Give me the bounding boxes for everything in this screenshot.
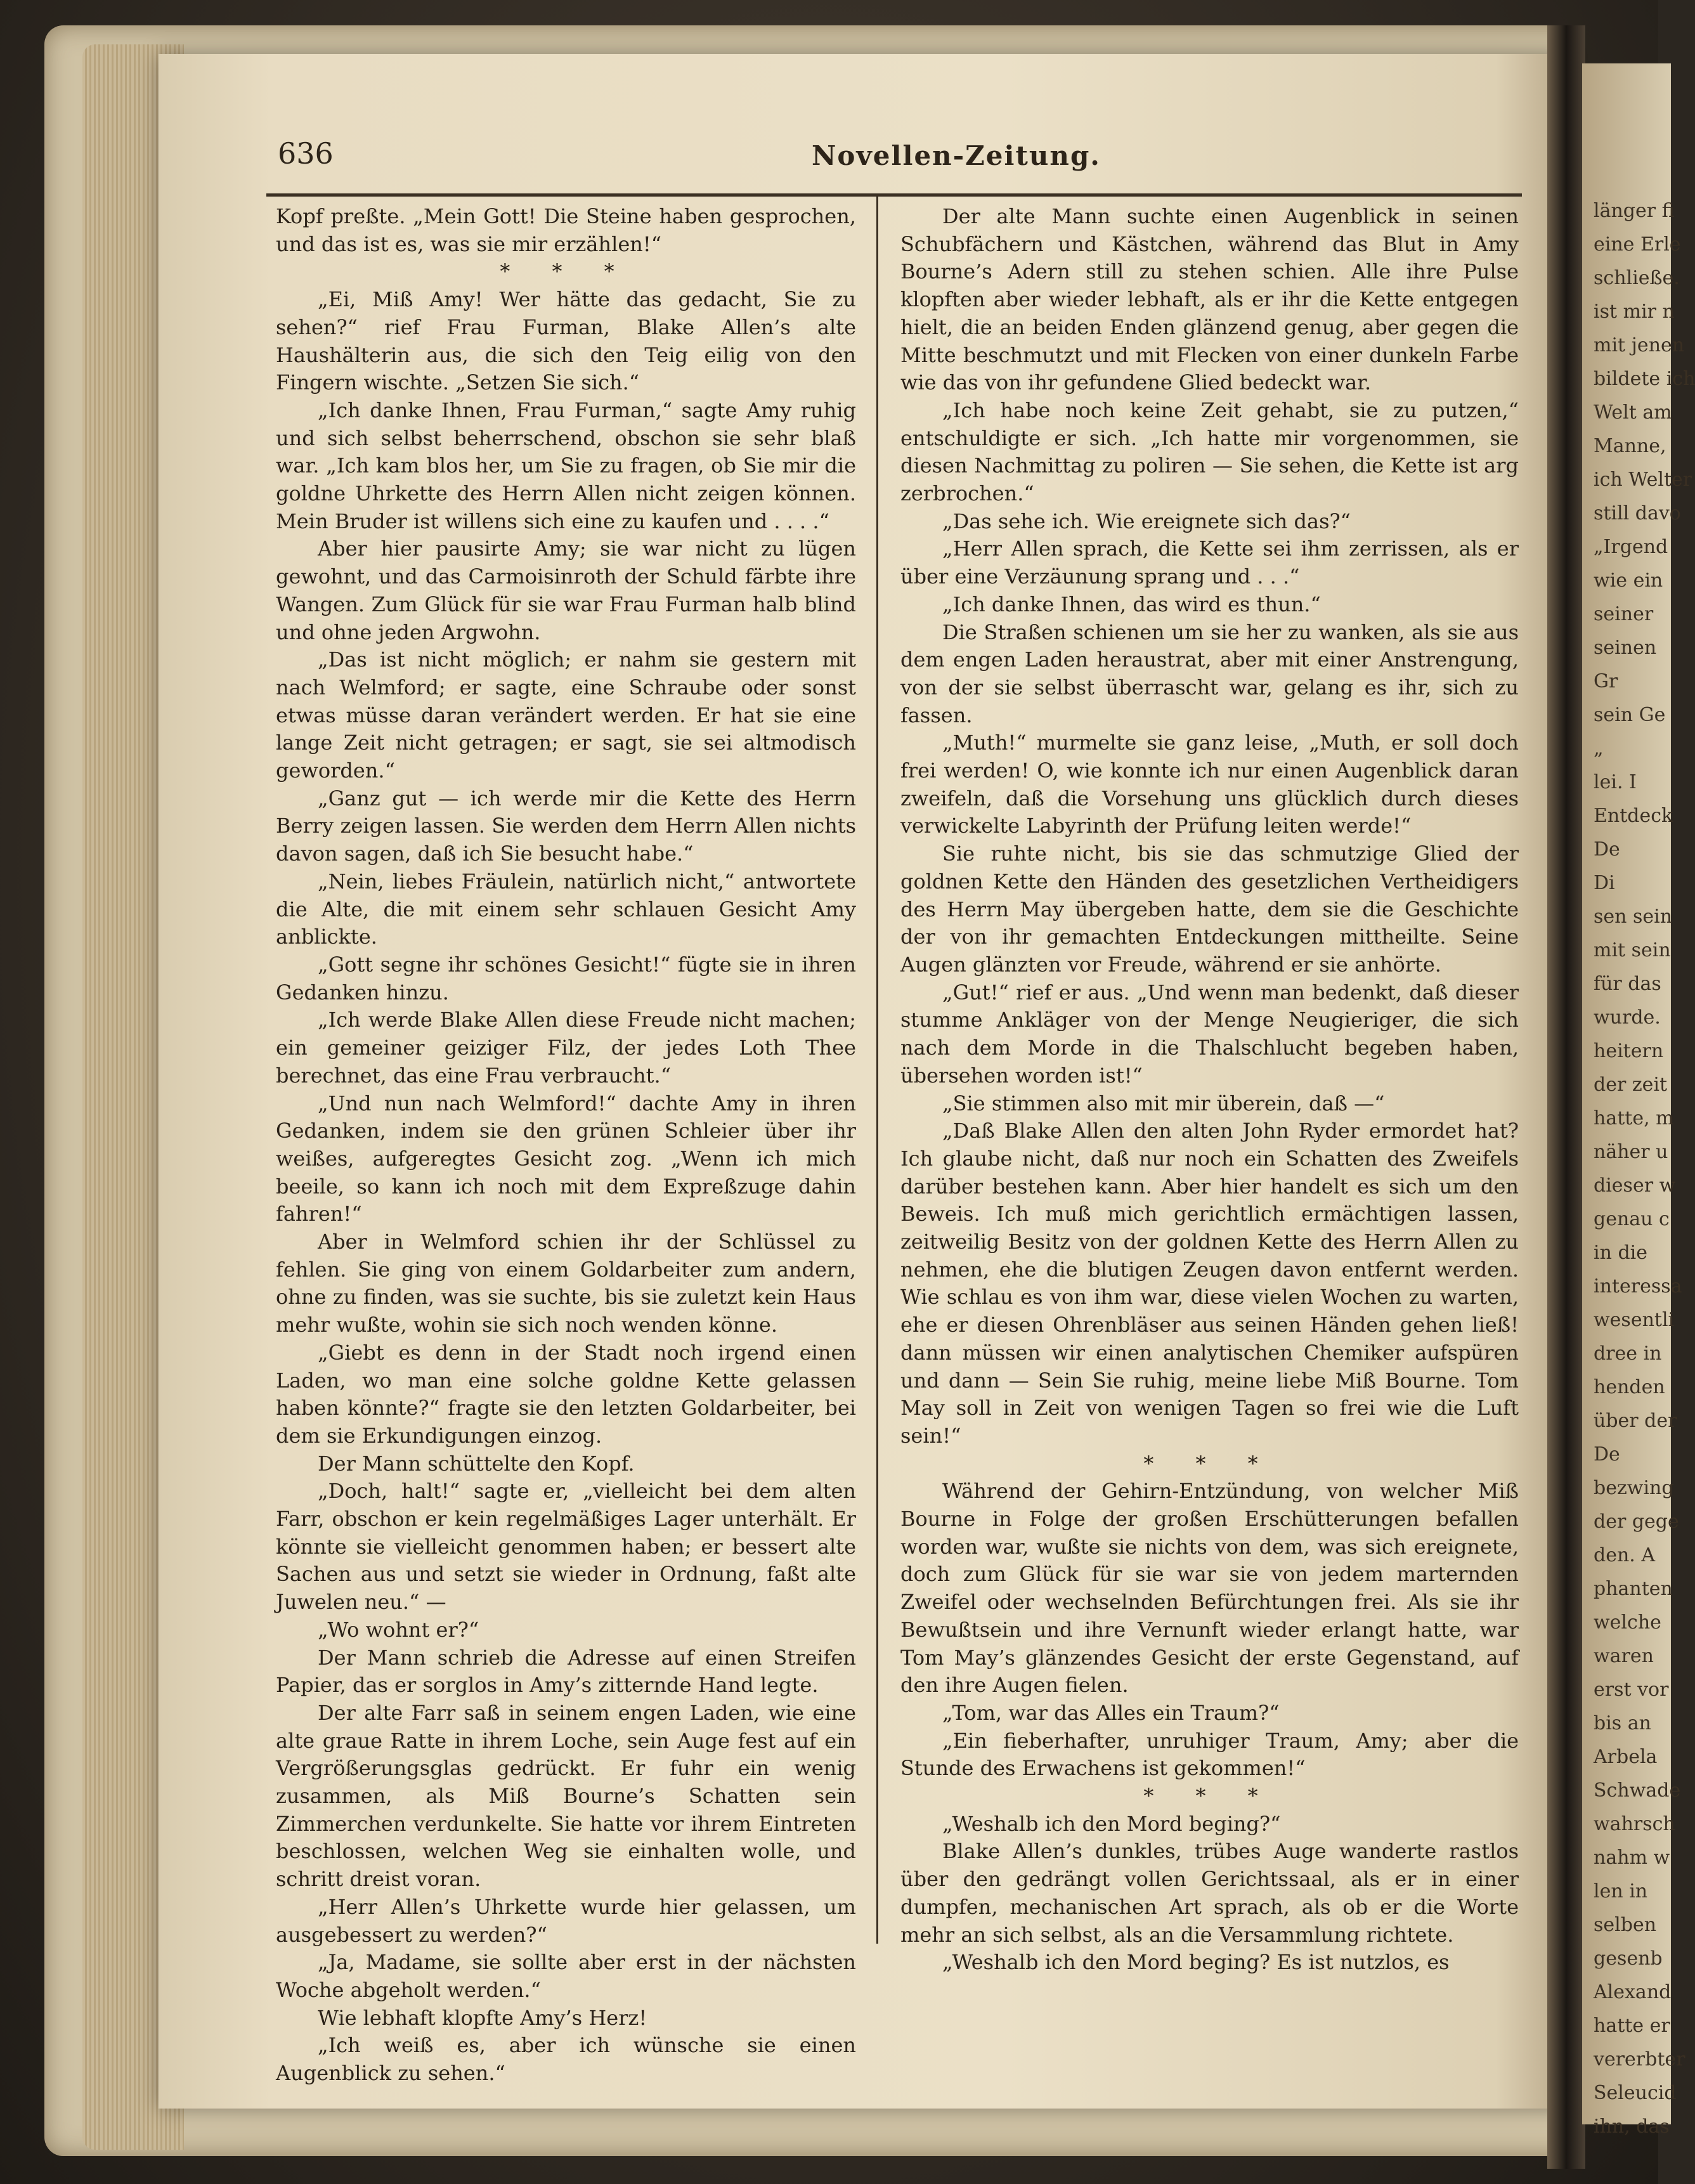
- header-rule: [266, 193, 1522, 197]
- facing-page-text: Entdeck: [1594, 805, 1673, 827]
- paragraph: Der alte Farr saß in seinem engen Laden, wie eine alte graue Ratte in ihrem Loche, sein Auge fest auf ein Vergrößerungsglas gedrückt. Er fuhr ein wenig zusammen, als Miß Bourne’s Schatten sein Zimmerchen verdunkelte. Sie hatte vor ihrem Eintreten beschlossen, welchen Weg sie einhalten wolle, und schritt dreist voran.: [276, 1700, 856, 1892]
- paragraph: „Sie stimmen also mit mir überein, daß —“: [942, 1091, 1385, 1115]
- paragraph: „Ei, Miß Amy! Wer hätte das gedacht, Sie zu sehen?“ rief Frau Furman, Blake Allen’s alte Haushälterin aus, die sich den Teig eilig von den Fingern wischte. „Setzen Sie sich.“: [276, 287, 856, 395]
- paragraph: „Das ist nicht möglich; er nahm sie gestern mit nach Welmford; er sagte, eine Schraube oder sonst etwas müsse daran verändert werden. Er hat sie eine lange Zeit nicht getragen; er sagt, sie sei altmodisch geworden.“: [276, 647, 856, 783]
- facing-page-text: sein Ge: [1594, 704, 1666, 726]
- section-divider: * * *: [1143, 1784, 1276, 1809]
- paragraph: „Ganz gut — ich werde mir die Kette des Herrn Berry zeigen lassen. Sie werden dem Herrn Allen nichts davon sagen, daß ich Sie besucht habe.“: [276, 786, 856, 866]
- paragraph: „Muth!“ murmelte sie ganz leise, „Muth, er soll doch frei werden! O, wie konnte ich nur einen Augenblick daran zweifeln, daß die Vorsehung uns glücklich durch dieses verwickelte Labyrinth der Prüfung leiten werde!“: [900, 731, 1519, 838]
- facing-page-text: „: [1594, 738, 1604, 760]
- facing-page-text: mit jenen: [1594, 334, 1685, 356]
- facing-page-text: ihn, das: [1594, 2116, 1670, 2138]
- paragraph: Aber hier pausirte Amy; sie war nicht zu lügen gewohnt, und das Carmoisinroth der Schuld färbte ihre Wangen. Zum Glück für sie war Frau Furman halb blind und ohne jeden Argwohn.: [276, 536, 856, 644]
- paragraph: Aber in Welmford schien ihr der Schlüssel zu fehlen. Sie ging von einem Goldarbeiter zum andern, ohne zu finden, was sie suchte, bis sie zuletzt kein Haus mehr wußte, wohin sie sich noch wenden könne.: [276, 1230, 856, 1337]
- paragraph: „Ich weiß es, aber ich wünsche sie einen Augenblick zu sehen.“: [276, 2033, 856, 2086]
- left-column: [276, 203, 856, 2088]
- facing-page-text: wurde.: [1594, 1006, 1661, 1029]
- facing-page-text: De: [1594, 838, 1620, 861]
- facing-page-text: wesentli: [1594, 1309, 1675, 1331]
- facing-page-text: waren: [1594, 1645, 1654, 1667]
- paragraph: „Giebt es denn in der Stadt noch irgend einen Laden, wo man eine solche goldne Kette gelassen haben könnte?“ fragte sie den letzten Goldarbeiter, bei dem sie Erkundigungen einzog.: [276, 1340, 856, 1448]
- facing-page-text: erst vor: [1594, 1679, 1669, 1701]
- paragraph: Sie ruhte nicht, bis sie das schmutzige Glied der goldnen Kette den Händen des gesetzlichen Vertheidigers des Herrn May übergeben hatte, dem sie die Geschichte der von ihr gemachten Entdeckungen mittheilte. Seine Augen glänzten vor Freude, während er sie anhörte.: [900, 842, 1519, 977]
- facing-page-text: henden: [1594, 1376, 1665, 1398]
- facing-page-text: Alexand: [1594, 1981, 1672, 2003]
- paragraph: Kopf preßte. „Mein Gott! Die Steine haben gesprochen, und das ist es, was sie mir erzählen!“: [276, 204, 856, 256]
- paragraph: Der alte Mann suchte einen Augenblick in seinen Schubfächern und Kästchen, während das Blut in Amy Bourne’s Adern still zu stehen schien. Alle ihre Pulse klopften aber wieder lebhaft, als er ihr die Kette entgegen hielt, die an beiden Enden glänzend genug, aber gegen die Mitte beschmutzt und mit Flecken von einer dunkeln Farbe wie das von ihr gefundene Glied bedeckt war.: [900, 204, 1519, 395]
- facing-page-text: „Irgend: [1594, 536, 1668, 558]
- running-head: Novellen-Zeitung.: [812, 140, 1101, 171]
- paragraph: „Gott segne ihr schönes Gesicht!“ fügte sie in ihren Gedanken hinzu.: [276, 952, 856, 1004]
- facing-page-text: nahm w: [1594, 1847, 1670, 1869]
- paragraph: „Ich danke Ihnen, das wird es thun.“: [942, 592, 1321, 616]
- facing-page-text: interessa: [1594, 1275, 1682, 1297]
- facing-page-text: in die: [1594, 1242, 1648, 1264]
- paragraph: „Wo wohnt er?“: [318, 1617, 479, 1642]
- facing-page-text: seinen: [1594, 637, 1657, 659]
- facing-page-text: Seleucid: [1594, 2082, 1677, 2104]
- facing-page-text: heitern: [1594, 1040, 1664, 1062]
- paragraph: „Tom, war das Alles ein Traum?“: [942, 1700, 1280, 1725]
- facing-page-text: dree in: [1594, 1342, 1662, 1365]
- facing-page-text: lei. I: [1594, 771, 1637, 793]
- facing-page-text: eine Erle: [1594, 233, 1681, 256]
- paragraph: „Nein, liebes Fräulein, natürlich nicht,“ antwortete die Alte, die mit einem sehr schlauen Gesicht Amy anblickte.: [276, 869, 856, 949]
- facing-page-text: Gr: [1594, 670, 1618, 692]
- facing-page-text: seiner: [1594, 603, 1654, 625]
- facing-page-text: bildete ich: [1594, 368, 1695, 390]
- section-divider: * * *: [1143, 1451, 1276, 1476]
- section-divider: * * *: [500, 259, 632, 284]
- paragraph: Wie lebhaft klopfte Amy’s Herz!: [318, 2005, 647, 2030]
- facing-page-text: genau c: [1594, 1208, 1670, 1230]
- paragraph: „Herr Allen sprach, die Kette sei ihm zerrissen, als er über eine Verzäunung sprang und . . .“: [900, 536, 1519, 589]
- right-column: [900, 203, 1519, 1977]
- paragraph: Blake Allen’s dunkles, trübes Auge wanderte rastlos über den gedrängt vollen Gerichtssaal, als er in einer dumpfen, mechanischen Art sprach, als ob er die Worte mehr an sich selbst, als an die Versammlung richtete.: [900, 1839, 1519, 1947]
- paragraph: „Ich werde Blake Allen diese Freude nicht machen; ein gemeiner geiziger Filz, der jedes Loth Thee berechnet, das eine Frau verbraucht.“: [276, 1008, 856, 1088]
- facing-page-text: sen sein: [1594, 906, 1673, 928]
- facing-page-text: hatte, m: [1594, 1107, 1674, 1129]
- facing-page-text: Arbela: [1594, 1746, 1658, 1768]
- paragraph: „Doch, halt!“ sagte er, „vielleicht bei dem alten Farr, obschon er kein regelmäßiges Lager unterhält. Er könnte sie vielleicht genommen haben; er bessert alte Sachen aus und setzt sie wieder in Ordnung, faßt alte Juwelen neu.“ —: [276, 1479, 856, 1615]
- facing-page-text: Manne,: [1594, 435, 1666, 457]
- paragraph: Der Mann schüttelte den Kopf.: [318, 1451, 635, 1476]
- facing-page-text: näher u: [1594, 1141, 1668, 1163]
- facing-page-text: der gege: [1594, 1511, 1679, 1533]
- facing-page-text: länger fi: [1594, 200, 1675, 222]
- facing-page-text: De: [1594, 1443, 1620, 1466]
- page-number: 636: [278, 136, 334, 171]
- facing-page-text: dieser w: [1594, 1174, 1676, 1197]
- facing-page-text: selben: [1594, 1914, 1657, 1936]
- facing-page-text: der zeit: [1594, 1074, 1668, 1096]
- facing-page-text: für das: [1594, 973, 1661, 995]
- book-gutter: [1547, 25, 1585, 2169]
- facing-page-text: bezwing: [1594, 1477, 1674, 1499]
- paragraph: „Weshalb ich den Mord beging?“: [942, 1811, 1281, 1836]
- paragraph: „Und nun nach Welmford!“ dachte Amy in ihren Gedanken, indem sie den grünen Schleier über ihr weißes, aufgeregtes Gesicht zog. „Wenn ich mich beeile, so kann ich noch mit dem Expreßzuge dahin fahren!“: [276, 1091, 856, 1226]
- paragraph: „Herr Allen’s Uhrkette wurde hier gelassen, um ausgebessert zu werden?“: [276, 1894, 856, 1947]
- paragraph: „Gut!“ rief er aus. „Und wenn man bedenkt, daß dieser stumme Ankläger von der Menge Neugieriger, die sich nach dem Morde in die Thalschlucht begeben haben, übersehen worden ist!“: [900, 980, 1519, 1088]
- facing-page-text: wahrsch: [1594, 1813, 1675, 1835]
- facing-page-text: schließe.: [1594, 267, 1680, 289]
- paragraph: Der Mann schrieb die Adresse auf einen Streifen Papier, das er sorglos in Amy’s zitternde Hand legte.: [276, 1645, 856, 1698]
- facing-page-text: den. A: [1594, 1544, 1656, 1566]
- paragraph: „Weshalb ich den Mord beging? Es ist nutzlos, es: [942, 1950, 1450, 1975]
- paragraph: „Ich habe noch keine Zeit gehabt, sie zu putzen,“ entschuldigte er sich. „Ich hatte mir vorgenommen, sie diesen Nachmittag zu poliren — Sie sehen, die Kette ist arg zerbrochen.“: [900, 398, 1519, 506]
- facing-page-text: still davo: [1594, 502, 1681, 524]
- paragraph: „Ja, Madame, sie sollte aber erst in der nächsten Woche abgeholt werden.“: [276, 1950, 856, 2002]
- paragraph: „Daß Blake Allen den alten John Ryder ermordet hat? Ich glaube nicht, daß nur noch ein Schatten des Zweifels darüber bestehen kann. Aber hier handelt es sich um den Beweis. Ich muß mich gerichtlich ermächtigen lassen, zeitweilig Besitz von der goldnen Kette des Herrn Allen zu nehmen, ehe die blutigen Zeugen davon entfernt werden. Wie schlau es von ihm war, diese vielen Wochen zu warten, ehe er diesen Ohrenbläser aus seinen Händen gehen ließ! dann müssen wir einen analytischen Chemiker aufspüren und dann — Sein Sie ruhig, meine liebe Miß Bourne. Tom May soll in Zeit von wenigen Tagen so frei wie die Luft sein!“: [900, 1119, 1519, 1448]
- facing-page-text: wie ein: [1594, 569, 1663, 592]
- paragraph: Während der Gehirn-Entzündung, von welcher Miß Bourne in Folge der großen Erschütterungen befallen worden war, wußte sie nichts von dem, was sich ereignete, doch zum Glück für sie war sie von jedem marternden Zweifel oder wechselnden Befürchtungen frei. Als sie ihr Bewußtsein und ihre Vernunft wieder erlangt hatte, war Tom May’s glänzendes Gesicht der erste Gegenstand, auf den ihre Augen fielen.: [900, 1479, 1519, 1698]
- facing-page-text: über der: [1594, 1410, 1677, 1432]
- facing-page-text: Schwade: [1594, 1779, 1681, 1802]
- facing-page-text: ich Welter: [1594, 469, 1692, 491]
- facing-page-text: ist mir n: [1594, 301, 1675, 323]
- facing-page-text: gesenb: [1594, 1947, 1663, 1970]
- paragraph: Die Straßen schienen um sie her zu wanken, als sie aus dem engen Laden heraustrat, aber mit einer Anstrengung, von der sie selbst überrascht war, gelang es ihr, sich zu fassen.: [900, 620, 1519, 727]
- page-header: [260, 136, 1506, 174]
- facing-page-text: welche: [1594, 1611, 1661, 1634]
- facing-page-text: mit sein: [1594, 939, 1671, 961]
- paragraph: „Ein fieberhafter, unruhiger Traum, Amy; aber die Stunde des Erwachens ist gekommen!“: [900, 1728, 1519, 1781]
- paragraph: „Das sehe ich. Wie ereignete sich das?“: [942, 509, 1351, 533]
- facing-page-text: Welt am: [1594, 401, 1672, 424]
- facing-page-fragment: [1582, 63, 1695, 2138]
- facing-page-text: Di: [1594, 872, 1615, 894]
- facing-page-text: bis an: [1594, 1712, 1651, 1734]
- facing-page-text: len in: [1594, 1880, 1648, 1902]
- facing-page-text: phanten: [1594, 1578, 1673, 1600]
- facing-page-text: vererbter: [1594, 2048, 1685, 2070]
- facing-page-text: hatte er: [1594, 2015, 1670, 2037]
- paragraph: „Ich danke Ihnen, Frau Furman,“ sagte Amy ruhig und sich selbst beherrschend, obschon sie sehr blaß war. „Ich kam blos her, um Sie zu fragen, ob Sie mir die goldne Uhrkette des Herrn Allen nicht zeigen können. Mein Bruder ist willens sich eine zu kaufen und . . . .“: [276, 398, 856, 533]
- column-rule: [876, 197, 878, 1944]
